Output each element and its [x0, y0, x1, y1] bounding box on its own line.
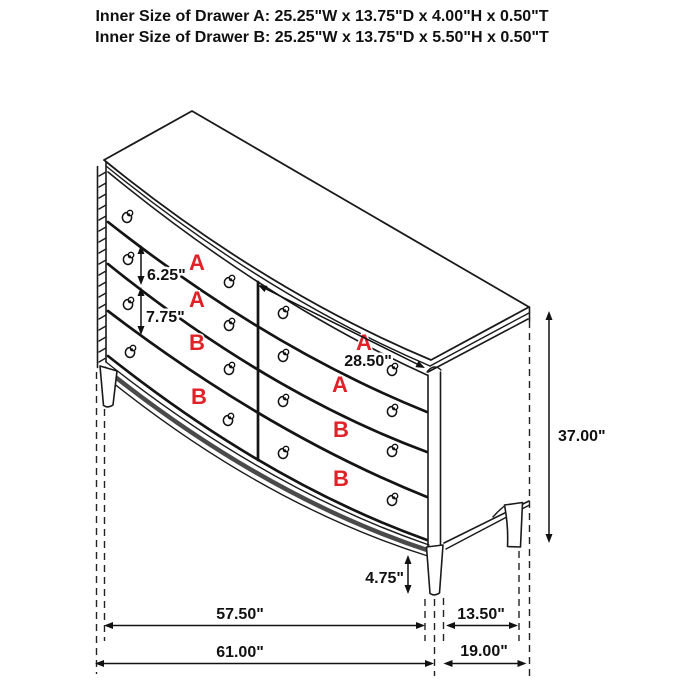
drawer-b-size-text: Inner Size of Drawer B: 25.25"W x 13.75"D x 5.50"H x 0.50"T [95, 29, 549, 46]
knob-icon [123, 252, 133, 264]
drawer-a-size-text: Inner Size of Drawer A: 25.25"W x 13.75"D x 4.00"H x 0.50"T [95, 8, 549, 25]
knob-icon [278, 349, 288, 361]
knob-icon [123, 297, 133, 309]
knob-icon [387, 444, 397, 456]
drawer-label: B [191, 384, 207, 409]
front-left-leg [100, 366, 117, 407]
drawer-label: B [333, 417, 349, 442]
knob-icon [278, 446, 288, 458]
dimension-overall-height [546, 311, 606, 543]
dresser-body [98, 111, 530, 595]
dimension-side-leg-span [446, 606, 518, 629]
knob-icon [224, 275, 234, 287]
knob-icon [387, 404, 397, 416]
knob-icon [224, 362, 234, 374]
dimension-overall-width [95, 644, 434, 667]
drawer-label: B [189, 330, 205, 355]
back-right-leg [505, 503, 523, 548]
dimension-text: 61.00" [216, 644, 264, 661]
knob-icon [387, 493, 397, 505]
knob-icon [223, 413, 233, 425]
dimension-overall-depth [444, 643, 527, 667]
drawer-label: B [333, 466, 349, 491]
drawer-label: A [189, 287, 205, 312]
dimension-text: 37.00" [558, 428, 606, 445]
dimension-text: 7.75" [146, 309, 185, 326]
knob-icon [224, 318, 234, 330]
drawer-label: A [332, 372, 348, 397]
dimension-text: 28.50" [344, 353, 392, 370]
left-side-edge [98, 163, 107, 368]
dimension-text: 4.75" [365, 570, 404, 587]
knob-icon [125, 345, 135, 357]
dimension-front-width [104, 606, 425, 629]
knob-icon [278, 306, 288, 318]
drawer-label: A [189, 250, 205, 275]
drawer-label: A [356, 330, 372, 355]
knob-icon [122, 210, 132, 222]
dimension-text: 19.00" [460, 643, 508, 660]
dimension-text: 13.50" [457, 606, 505, 623]
dimension-text: 6.25" [147, 267, 186, 284]
dimension-leg-height [365, 555, 411, 594]
knob-icon [278, 394, 288, 406]
dimension-text: 57.50" [216, 606, 264, 623]
front-right-leg [427, 545, 444, 595]
